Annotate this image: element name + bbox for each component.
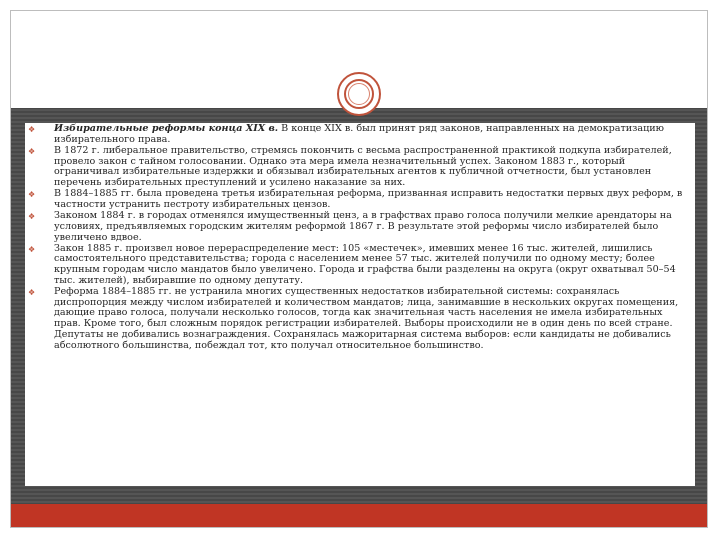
item-text: Реформа 1884–1885 гг. не устранила многих существенных недостатков избирательной системы: сохранялась диспропорция между числом избирателей и количеством мандатов; лица, занимавшие в нескольких округах помещения, дающие право голоса, получали несколько голосов, тогда как значительная часть населения не имела избирательных прав. Кроме того, был сложным порядок регистрации избирателей. Выборы происходили не в один день по всей стране. Депутаты не добивались вознаграждения. Сохранялась мажоритарная система выборов: если кандидаты не добивались абсолютного большинства, побеждал тот, кто получал относительное большинство.	[54, 285, 679, 351]
list-item	[20, 287, 690, 352]
circle-emblem-icon	[337, 72, 381, 116]
bullet-list	[20, 124, 690, 352]
bullet-icon: ❖	[28, 287, 36, 297]
bullet-icon: ❖	[28, 125, 36, 134]
bullet-icon: ❖	[28, 190, 36, 200]
list-item	[20, 189, 690, 211]
bullet-icon: ❖	[28, 211, 36, 221]
item-text: В 1872 г. либеральное правительство, стремясь покончить с весьма распространенной практикой подкупа избирателей, провело закон с тайном голосовании. Однако эта мера имела незначительный успех. Законом 1883 г., который ограничивал избирательные издержки и обязывал избирательных агентов к публичной отчетности, был установлен перечень избирательных преступлений и усилено наказание за них.	[54, 144, 672, 189]
list-item	[20, 244, 690, 287]
item-text: В конце XIX в. был принят ряд законов, направленных на демократизацию избирательного права.	[54, 123, 665, 145]
list-item	[20, 124, 690, 146]
item-text: В 1884–1885 гг. была проведена третья избирательная реформа, призванная исправить недостатки первых двух реформ, в частности устранить пестроту избирательных цензов.	[54, 188, 683, 210]
bullet-icon: ❖	[28, 244, 36, 254]
item-text: Законом 1884 г. в городах отменялся имущественный ценз, а в графствах право голоса получили мелкие арендаторы на условиях, предъявляемых городским жителям реформой 1867 г. В результате этой реформы число избирателей было увеличено вдвое.	[54, 209, 672, 243]
list-item	[20, 211, 690, 243]
list-item	[20, 146, 690, 189]
bullet-icon: ❖	[28, 146, 36, 156]
item-text: Закон 1885 г. произвел новое перераспределение мест: 105 «местечек», имевших менее 16 тыс. жителей, лишились самостоятельного представительства; города с населением менее 57 тыс. жителей получили по одному месту; более крупным городам число мандатов было увеличено. Города и графства были разделены на округа (округ охватывал 50–54 тыс. жителей), выбиравшие по одному депутату.	[54, 242, 676, 286]
footer-bar	[11, 504, 707, 527]
item-lead-text: Избирательные реформы конца XIX в.	[54, 123, 279, 134]
